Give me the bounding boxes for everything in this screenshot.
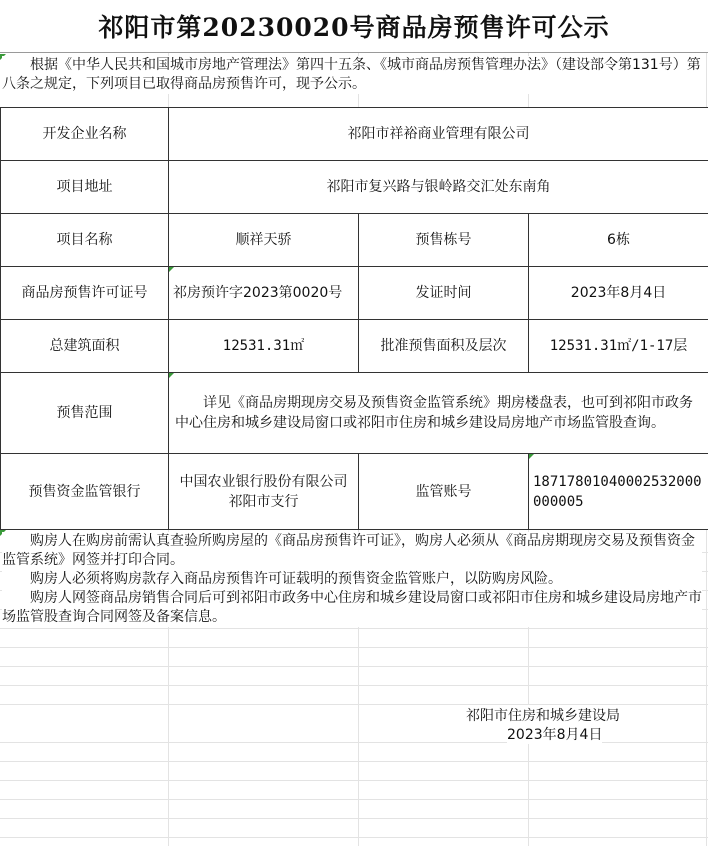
page-title: 祁阳市第20230020号商品房预售许可公示 [0, 0, 708, 53]
table-row [1, 108, 708, 161]
building-value: 6栋 [529, 214, 708, 267]
table-row [1, 373, 708, 454]
grid-line [0, 685, 708, 686]
approved-area-value: 12531.31㎡/1-17层 [529, 320, 708, 373]
scope-value-cell [169, 373, 708, 454]
table-row [1, 267, 708, 320]
scope-label: 预售范围 [1, 373, 169, 454]
grid-line [0, 818, 708, 819]
cell-comment-marker [529, 454, 534, 459]
developer-label: 开发企业名称 [1, 108, 169, 161]
grid-line [0, 628, 708, 629]
notice-list [2, 532, 702, 627]
permit-value: 祁房预许字2023第0020号 [173, 285, 343, 301]
project-name-label: 项目名称 [1, 214, 169, 267]
table-row [1, 320, 708, 373]
developer-value: 祁阳市祥裕商业管理有限公司 [169, 108, 708, 161]
signature-org: 祁阳市住房和城乡建设局 [466, 705, 620, 725]
bank-label: 预售资金监管银行 [1, 454, 169, 530]
grid-line [0, 666, 708, 667]
project-name-value: 顺祥天骄 [169, 214, 359, 267]
notice-item: 购房人网签商品房销售合同后可到祁阳市政务中心住房和城乡建设局窗口或祁阳市住房和城乡建设局房地产市场监管股查询合同网签及备案信息。 [2, 590, 702, 625]
bank-value: 中国农业银行股份有限公司祁阳市支行 [169, 454, 359, 530]
notice-item: 购房人必须将购房款存入商品房预售许可证载明的预售资金监管账户，以防购房风险。 [30, 571, 562, 587]
issue-date-value: 2023年8月4日 [529, 267, 708, 320]
building-label: 预售栋号 [359, 214, 529, 267]
account-value: 18717801040002532000000005 [533, 473, 702, 510]
total-area-value: 12531.31㎡ [169, 320, 359, 373]
grid-line [0, 647, 708, 648]
cell-comment-marker [169, 373, 174, 378]
permit-label: 商品房预售许可证号 [1, 267, 169, 320]
account-label: 监管账号 [359, 454, 529, 530]
table-row [1, 161, 708, 214]
scope-value: 详见《商品房期现房交易及预售资金监管系统》期房楼盘表，也可到祁阳市政务中心住房和城乡建设局窗口或祁阳市住房和城乡建设局房地产市场监管股查询。 [175, 395, 693, 431]
grid-line [0, 837, 708, 838]
approved-area-label: 批准预售面积及层次 [359, 320, 529, 373]
permit-value-cell [169, 267, 359, 320]
address-label: 项目地址 [1, 161, 169, 214]
address-value: 祁阳市复兴路与银岭路交汇处东南角 [169, 161, 708, 214]
issue-date-label: 发证时间 [359, 267, 529, 320]
intro-paragraph: 根据《中华人民共和国城市房地产管理法》第四十五条、《城市商品房预售管理办法》（建设部令第131号）第八条之规定，下列项目已取得商品房预售许可，现予公示。 [2, 57, 701, 92]
total-area-label: 总建筑面积 [1, 320, 169, 373]
cell-comment-marker [169, 267, 174, 272]
permit-table [0, 107, 708, 530]
notice-item: 购房人在购房前需认真查验所购房屋的《商品房预售许可证》，购房人必须从《商品房期现房交易及预售资金监管系统》网签并打印合同。 [2, 533, 695, 568]
grid-line [0, 799, 708, 800]
table-row [1, 454, 708, 530]
grid-line [0, 780, 708, 781]
table-row [1, 214, 708, 267]
signature-date: 2023年8月4日 [507, 724, 602, 744]
account-value-cell [529, 454, 708, 530]
grid-line [0, 761, 708, 762]
